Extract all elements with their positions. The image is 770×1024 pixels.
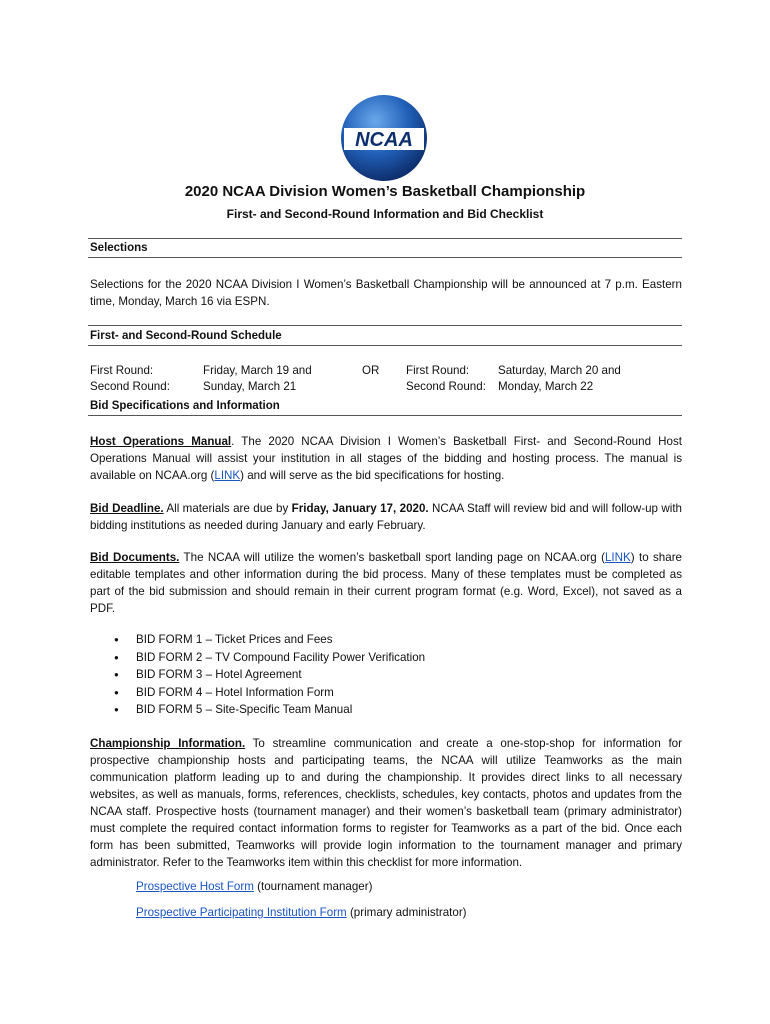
bid-docs-text: The NCAA will utilize the women’s basketball sport landing page on NCAA.org (: [179, 551, 605, 564]
prospective-participant-form-link[interactable]: Prospective Participating Institution Form: [136, 906, 347, 919]
first-round-date: Saturday, March 20 and: [498, 364, 621, 377]
deadline-text-end: NCAA Staff will review bid and will follow-up with bidding institutions as needed during January and early February.: [90, 502, 682, 532]
list-item: ● BID FORM 5 – Site-Specific Team Manual: [110, 701, 425, 719]
participant-form-line: [136, 904, 467, 921]
deadline-text: All materials are due by: [163, 502, 292, 515]
schedule-or: OR: [362, 364, 380, 377]
second-round-date: Monday, March 22: [498, 380, 594, 393]
page-subtitle: First- and Second-Round Information and Bid Checklist: [226, 207, 544, 221]
list-item: ● BID FORM 4 – Hotel Information Form: [110, 684, 425, 702]
championship-info-title: Championship Information.: [90, 737, 246, 750]
first-round-label: First Round:: [406, 364, 470, 377]
host-form-line: [136, 878, 372, 895]
selections-heading: Selections: [90, 242, 148, 254]
logo-text: NCAA: [355, 129, 413, 151]
schedule-right-values: [498, 363, 621, 395]
championship-info-text: To streamline communication and create a one-stop-shop for information for prospective championship hosts and participating teams, the NCAA will utilize Teamworks as the main communication platform leading up to and during the championship. It provides direct links to all necessary websites, as well as manuals, forms, references, checklists, schedules, key contacts, photos and updates from the NCAA staff. Prospective hosts (tournament manager) and their women’s basketball team (primary administrator) must complete the required contact information forms to register for Teamworks as a part of the bid. Once each form has been submitted, Teamworks will provide login information to the tournament manager and primary administrator. Refer to the Teamworks item within this checklist for more information.: [90, 737, 682, 869]
second-round-date: Sunday, March 21: [203, 380, 297, 393]
deadline-title: Bid Deadline.: [90, 502, 164, 515]
host-ops-title: Host Operations Manual: [90, 435, 232, 448]
schedule-left-labels: [90, 363, 170, 395]
host-ops-text-end: ) and will serve as the bid specifications for hosting.: [240, 469, 505, 482]
schedule-left-values: [203, 363, 312, 395]
list-item: ● BID FORM 3 – Hotel Agreement: [110, 666, 425, 684]
first-round-date: Friday, March 19 and: [203, 364, 312, 377]
list-item: ● BID FORM 1 – Ticket Prices and Fees: [110, 631, 425, 649]
divider: [88, 325, 682, 326]
bid-docs-text-end: ) to share editable templates and other information during the bid process. Many of these templates must be completed as part of the bid submission and should remain in their current program format (e.g. Word, Excel), not saved as a PDF.: [90, 551, 683, 615]
championship-info-paragraph: [90, 735, 682, 871]
host-ops-paragraph: [90, 433, 682, 484]
divider: [88, 238, 682, 239]
deadline-date: Friday, January 17, 2020.: [291, 502, 429, 515]
second-round-label: Second Round:: [406, 380, 486, 393]
ncaa-logo: [340, 94, 428, 182]
divider: [88, 415, 682, 416]
bid-docs-title: Bid Documents.: [90, 551, 180, 564]
list-item: ● BID FORM 2 – TV Compound Facility Power Verification: [110, 649, 425, 667]
second-round-label: Second Round:: [90, 380, 170, 393]
schedule-heading: First- and Second-Round Schedule: [90, 330, 282, 342]
host-ops-text: . The 2020 NCAA Division I Women’s Basketball First- and Second-Round Host Operations Manual will assist your institution in all stages of the bidding and hosting process. The manual is available on NCAA.org (: [90, 435, 682, 482]
bid-specs-heading: Bid Specifications and Information: [90, 400, 280, 412]
bid-forms-list: [110, 631, 425, 719]
host-form-suffix: (tournament manager): [253, 880, 373, 893]
participant-form-suffix: (primary administrator): [346, 906, 467, 919]
page-title: 2020 NCAA Division Women’s Basketball Championship: [184, 183, 586, 200]
deadline-paragraph: [90, 500, 682, 534]
selections-text: Selections for the 2020 NCAA Division I Women’s Basketball Championship will be announced at 7 p.m. Eastern time, Monday, March 16 via ESPN.: [90, 278, 682, 308]
first-round-label: First Round:: [90, 364, 154, 377]
bid-docs-link[interactable]: LINK: [604, 551, 631, 564]
divider: [88, 345, 682, 346]
divider: [88, 257, 682, 258]
schedule-right-labels: [406, 363, 486, 395]
host-ops-link[interactable]: LINK: [214, 469, 241, 482]
bid-docs-paragraph: [90, 549, 682, 617]
prospective-host-form-link[interactable]: Prospective Host Form: [136, 880, 254, 893]
